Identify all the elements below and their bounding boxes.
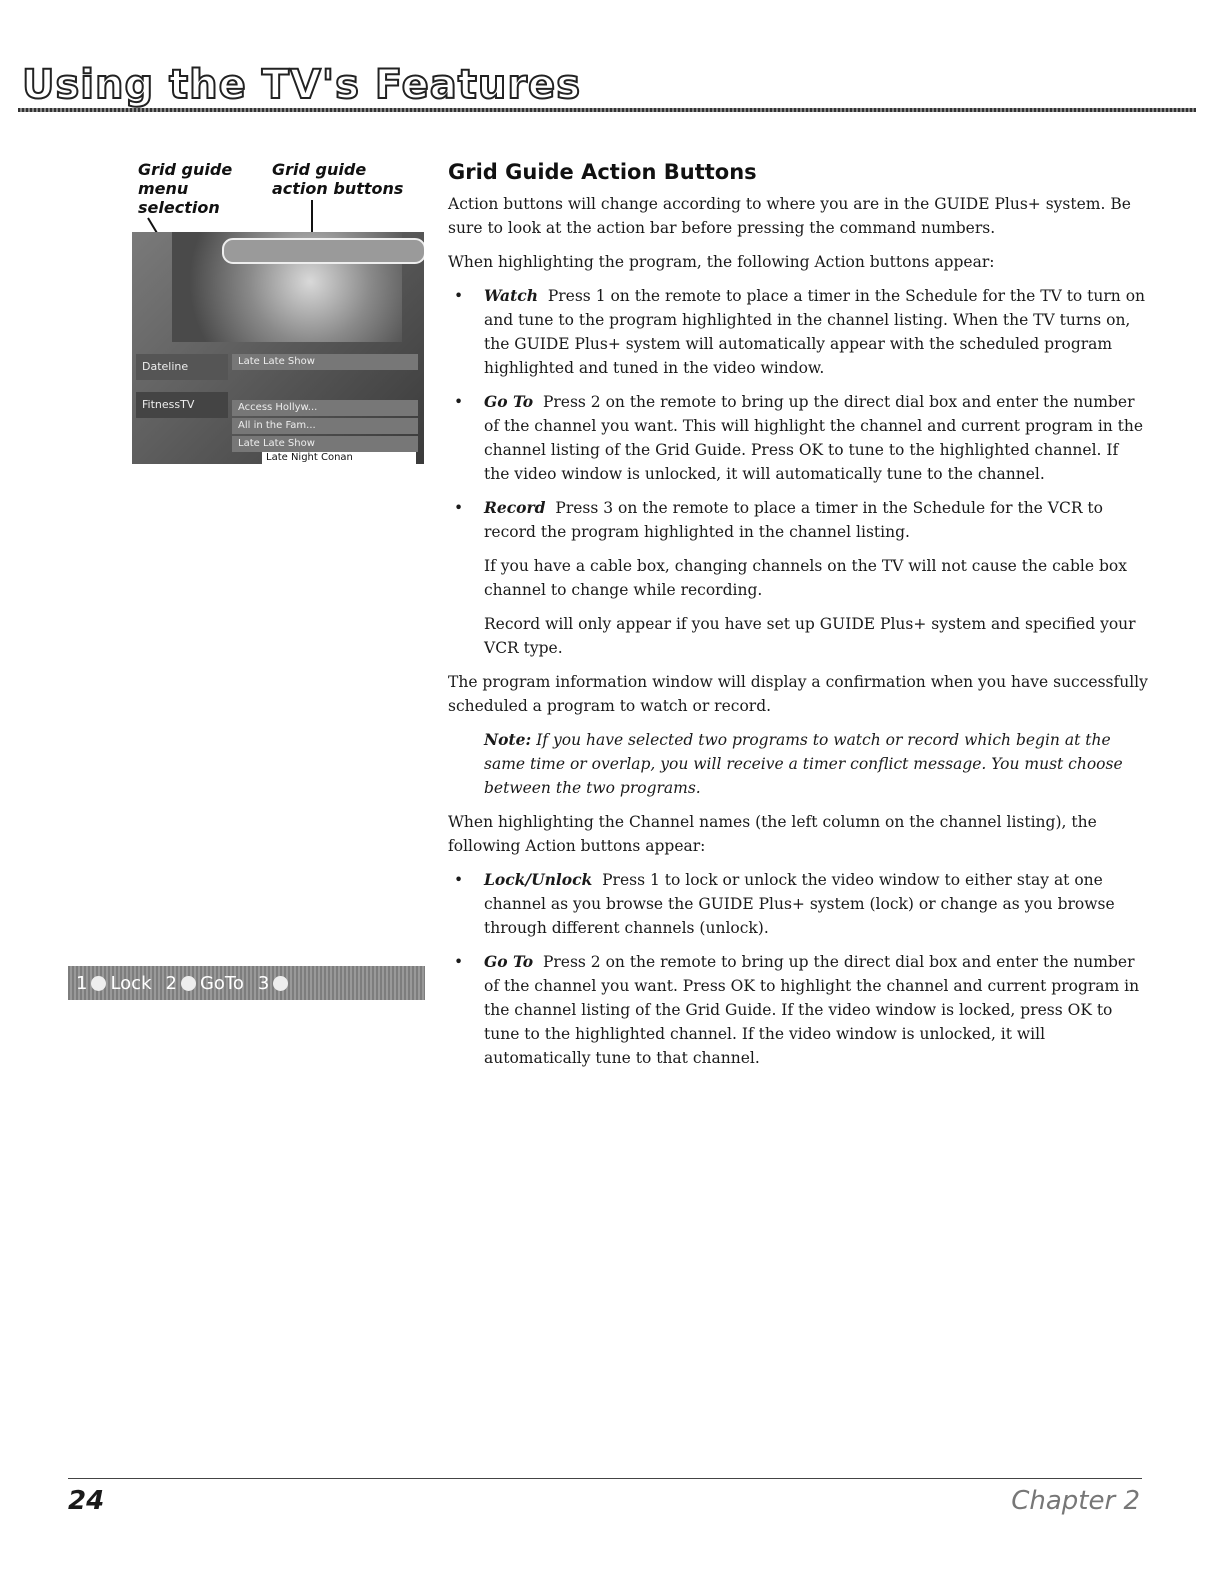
page-header-title: Using the TV's Features bbox=[22, 62, 581, 108]
program-intro: When highlighting the program, the following Action buttons appear: bbox=[448, 253, 995, 271]
section-title: Grid Guide Action Buttons bbox=[448, 160, 757, 184]
record-note-cable: If you have a cable box, changing channels on the TV will not cause the cable box channel to change while recording. bbox=[484, 557, 1127, 599]
channel-fitnesstv: FitnessTV bbox=[136, 392, 228, 418]
bullet-goto: • Go To Press 2 on the remote to bring up the direct dial box and enter the number of the channel you want. This will highlight the channel and current program in the channel listing of the Grid Guide. Press OK to tune to the highlighted channel. If the video window is unlocked, it will automatically tune to the channel. bbox=[448, 390, 1148, 486]
record-note-vcr: Record will only appear if you have set up GUIDE Plus+ system and specified your VCR type. bbox=[484, 615, 1136, 657]
bullet-lock-unlock: • Lock/Unlock Press 1 to lock or unlock the video window to either stay at one channel as you browse the GUIDE Plus+ system (lock) or change as you browse through different channels (unlock). bbox=[448, 868, 1148, 940]
caption-menu-selection: Grid guide menu selection bbox=[138, 160, 233, 217]
bullet-record: • Record Press 3 on the remote to place a timer in the Schedule for the VCR to record the program highlighted in the channel listing. bbox=[448, 496, 1148, 544]
listing-row: Late Late Show bbox=[232, 436, 418, 452]
intro-paragraph: Action buttons will change according to where you are in the GUIDE Plus+ system. Be sure to look at the action bar before pressing the command numbers. bbox=[448, 195, 1131, 237]
chapter-label: Chapter 2 bbox=[1011, 1486, 1140, 1516]
bottom-program-label: Late Night Conan bbox=[262, 452, 416, 464]
footer-rule bbox=[68, 1478, 1142, 1479]
channel-bullets bbox=[448, 868, 1148, 1070]
listing-row: Late Late Show bbox=[232, 354, 418, 370]
program-bullets bbox=[448, 284, 1148, 544]
bullet-goto-channel: • Go To Press 2 on the remote to bring up the direct dial box and enter the number of the channel you want. Press OK to highlight the channel and current program in the channel listing of the Grid Guide. If the video window is locked, press OK to tune to the highlighted channel. If the video window is unlocked, it will automatically tune to that channel. bbox=[448, 950, 1148, 1070]
button-dot-icon bbox=[91, 976, 106, 991]
channel-intro: When highlighting the Channel names (the left column on the channel listing), the following Action buttons appear: bbox=[448, 813, 1097, 855]
grid-guide-screenshot bbox=[132, 232, 424, 464]
caption-action-buttons: Grid guide action buttons bbox=[272, 160, 404, 198]
confirmation-paragraph: The program information window will display a confirmation when you have successfully scheduled a program to watch or record. bbox=[448, 673, 1148, 715]
listing-row: All in the Fam... bbox=[232, 418, 418, 434]
bullet-watch: • Watch Press 1 on the remote to place a timer in the Schedule for the TV to turn on and tune to the program highlighted in the channel listing. When the TV turns on, the GUIDE Plus+ system will automatically appear with the scheduled program highlighted and tuned in the video window. bbox=[448, 284, 1148, 380]
page-number: 24 bbox=[68, 1486, 105, 1516]
button-dot-icon bbox=[273, 976, 288, 991]
action-goto: 2 GoTo bbox=[165, 972, 244, 994]
action-3: 3 bbox=[258, 973, 288, 994]
main-content bbox=[448, 160, 1148, 1080]
channel-dateline: Dateline bbox=[136, 354, 228, 380]
action-bar-highlight bbox=[222, 238, 424, 264]
listing-row: Access Hollyw... bbox=[232, 400, 418, 416]
button-dot-icon bbox=[181, 976, 196, 991]
action-lock: 1 Lock bbox=[76, 972, 152, 994]
action-bar-example bbox=[68, 966, 425, 1000]
note-paragraph: Note: If you have selected two programs to watch or record which begin at the same time or overlap, you will receive a timer conflict message. You must choose between the two programs. bbox=[484, 730, 1123, 797]
